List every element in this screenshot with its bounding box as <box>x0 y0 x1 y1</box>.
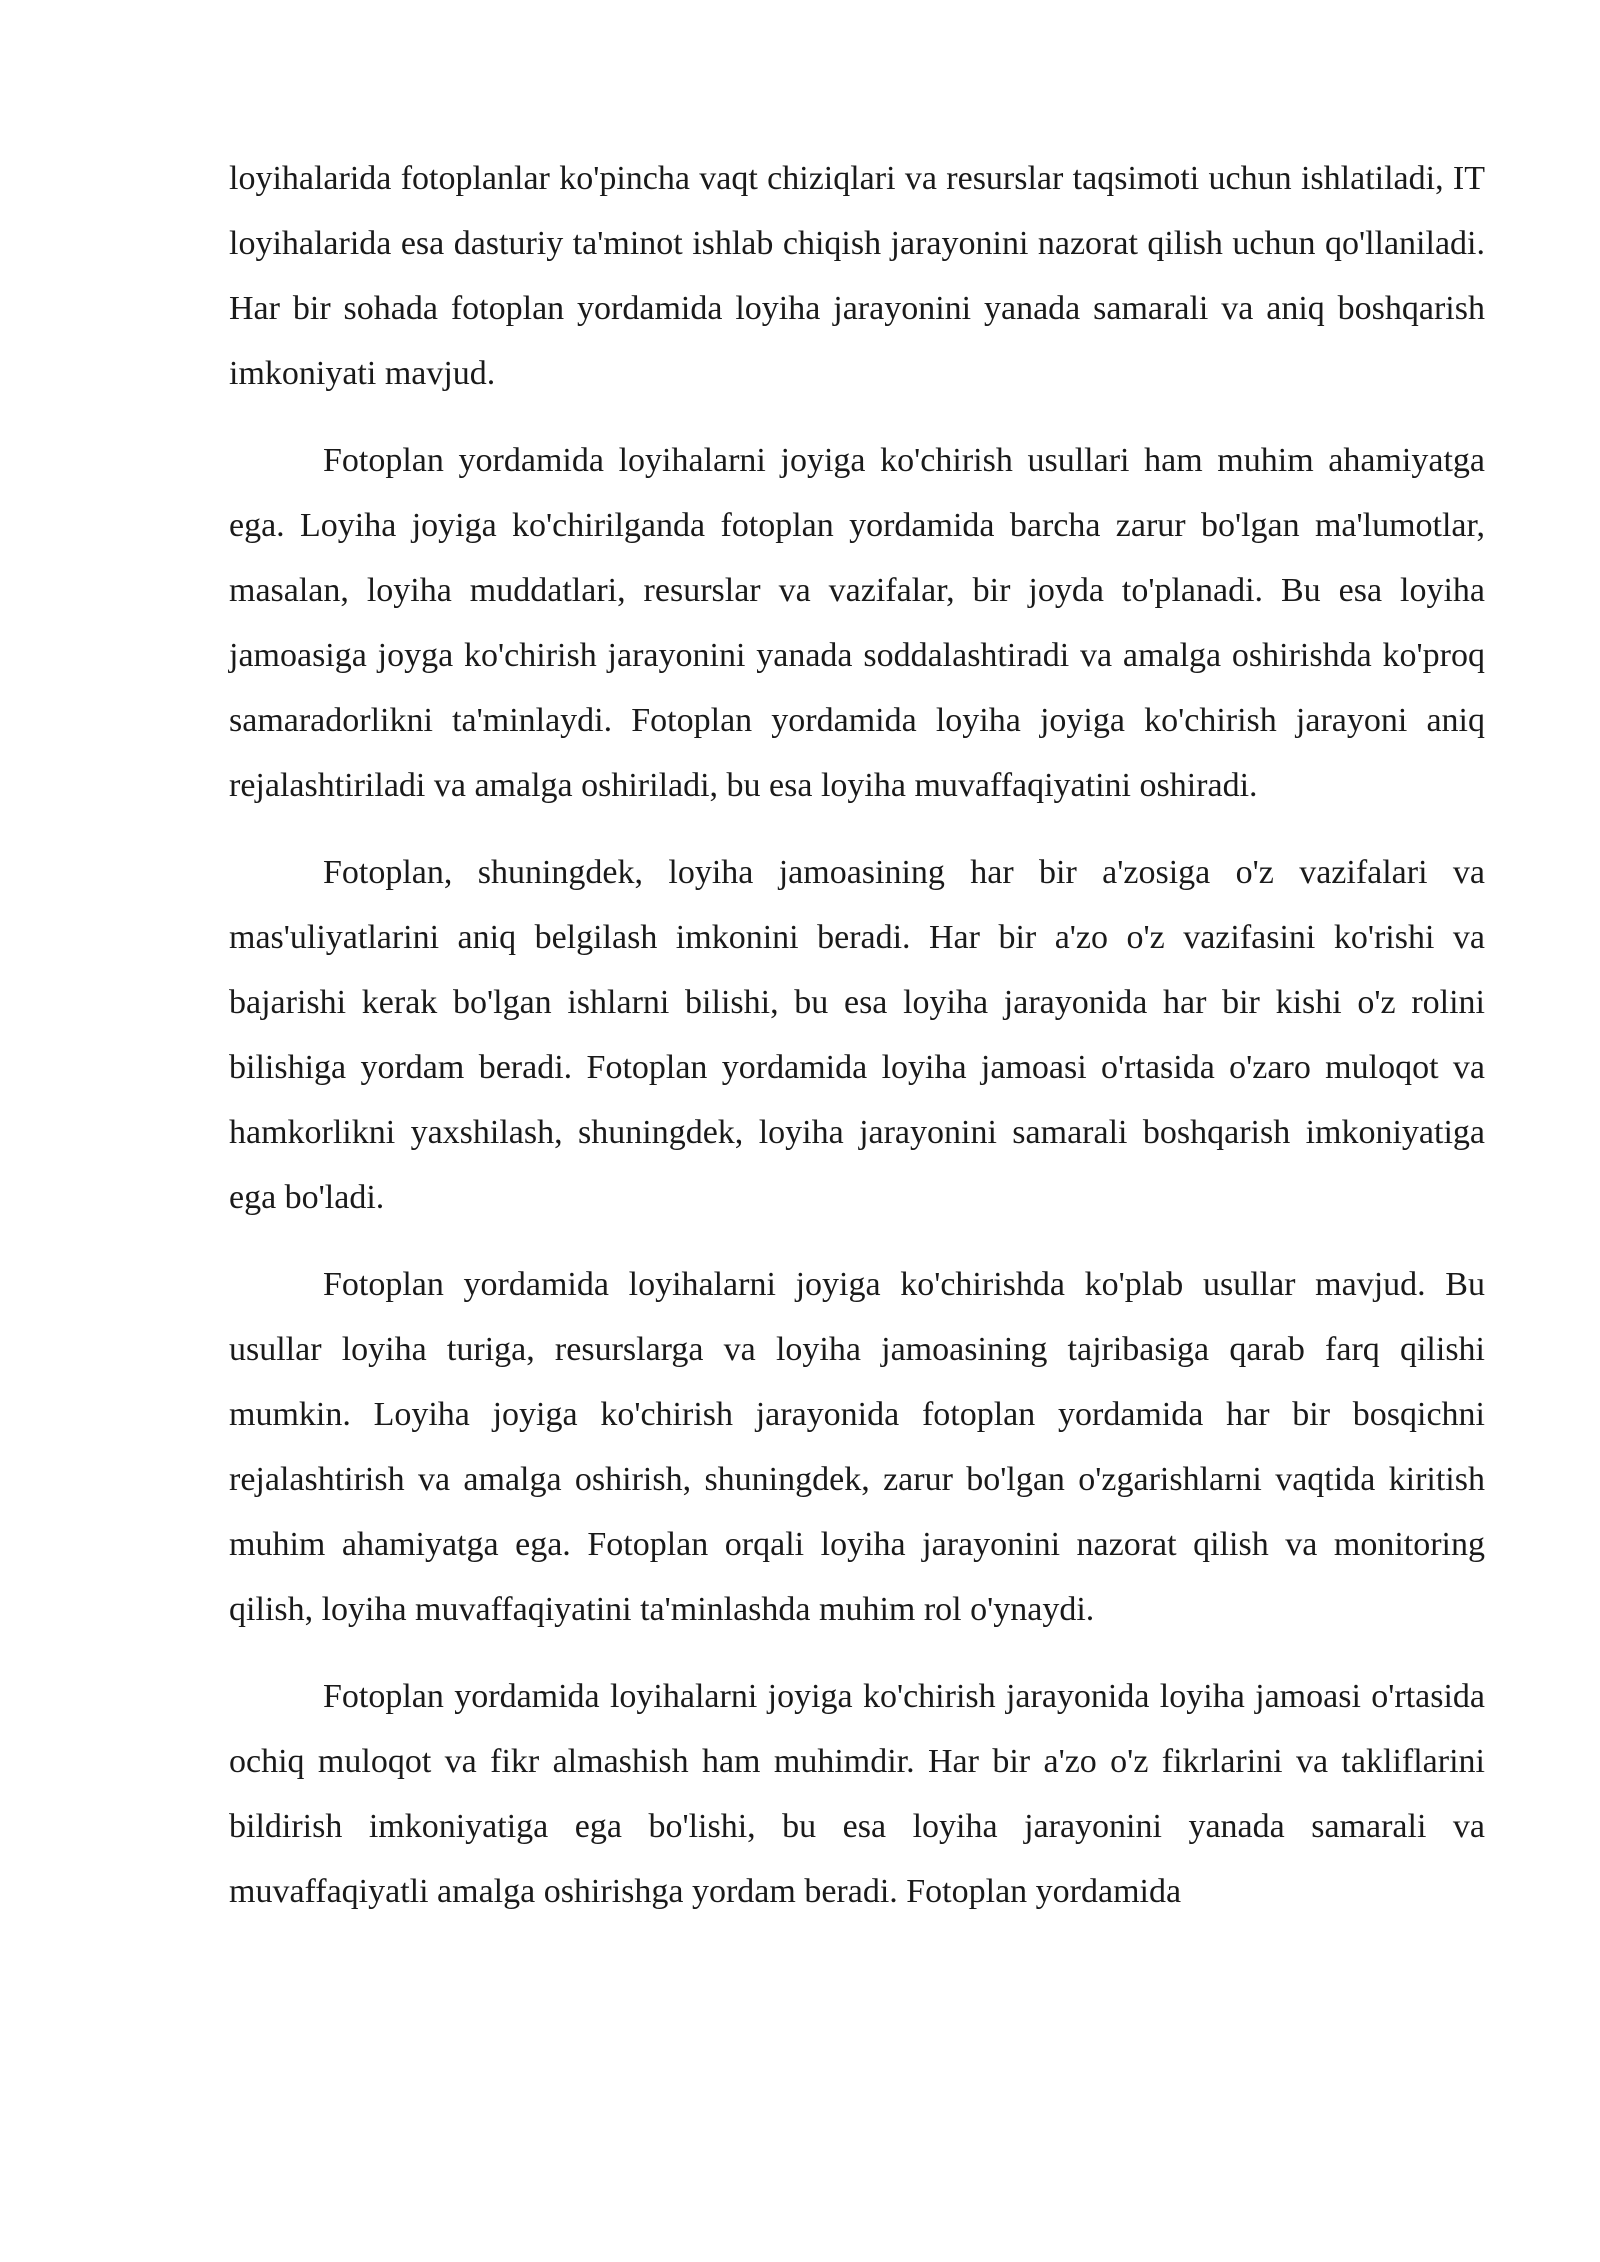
body-text <box>229 146 1485 1946</box>
paragraph-4: Fotoplan yordamida loyihalarni joyiga ko'chirishda ko'plab usullar mavjud. Bu usullar loyiha turiga, resurslarga va loyiha jamoasining tajribasiga qarab farq qilishi mumkin. Loyiha joyiga ko'chirish jarayonida fotoplan yordamida har bir bosqichni rejalashtirish va amalga oshirish, shuningdek, zarur bo'lgan o'zgarishlarni vaqtida kiritish muhim ahamiyatga ega. Fotoplan orqali loyiha jarayonini nazorat qilish va monitoring qilish, loyiha muvaffaqiyatini ta'minlashda muhim rol o'ynaydi. <box>229 1266 1485 1628</box>
paragraph-5: Fotoplan yordamida loyihalarni joyiga ko'chirish jarayonida loyiha jamoasi o'rtasida ochiq muloqot va fikr almashish ham muhimdir. Har bir a'zo o'z fikrlarini va takliflarini bildirish imkoniyatiga ega bo'lishi, bu esa loyiha jarayonini yanada samarali va muvaffaqiyatli amalga oshirishga yordam beradi. Fotoplan yordamida <box>229 1678 1485 1910</box>
paragraph-1: loyihalarida fotoplanlar ko'pincha vaqt chiziqlari va resurslar taqsimoti uchun ishlatiladi, IT loyihalarida esa dasturiy ta'minot ishlab chiqish jarayonini nazorat qilish uchun qo'llaniladi. Har bir sohada fotoplan yordamida loyiha jarayonini yanada samarali va aniq boshqarish imkoniyati mavjud. <box>229 160 1485 392</box>
paragraph-2: Fotoplan yordamida loyihalarni joyiga ko'chirish usullari ham muhim ahamiyatga ega. Loyiha joyiga ko'chirilganda fotoplan yordamida barcha zarur bo'lgan ma'lumotlar, masalan, loyiha muddatlari, resurslar va vazifalar, bir joyda to'planadi. Bu esa loyiha jamoasiga joyga ko'chirish jarayonini yanada soddalashtiradi va amalga oshirishda ko'proq samaradorlikni ta'minlaydi. Fotoplan yordamida loyiha joyiga ko'chirish jarayoni aniq rejalashtiriladi va amalga oshiriladi, bu esa loyiha muvaffaqiyatini oshiradi. <box>229 442 1485 804</box>
paragraph-3: Fotoplan, shuningdek, loyiha jamoasining har bir a'zosiga o'z vazifalari va mas'uliyatlarini aniq belgilash imkonini beradi. Har bir a'zo o'z vazifasini ko'rishi va bajarishi kerak bo'lgan ishlarni bilishi, bu esa loyiha jarayonida har bir kishi o'z rolini bilishiga yordam beradi. Fotoplan yordamida loyiha jamoasi o'rtasida o'zaro muloqot va hamkorlikni yaxshilash, shuningdek, loyiha jarayonini samarali boshqarish imkoniyatiga ega bo'ladi. <box>229 854 1485 1216</box>
